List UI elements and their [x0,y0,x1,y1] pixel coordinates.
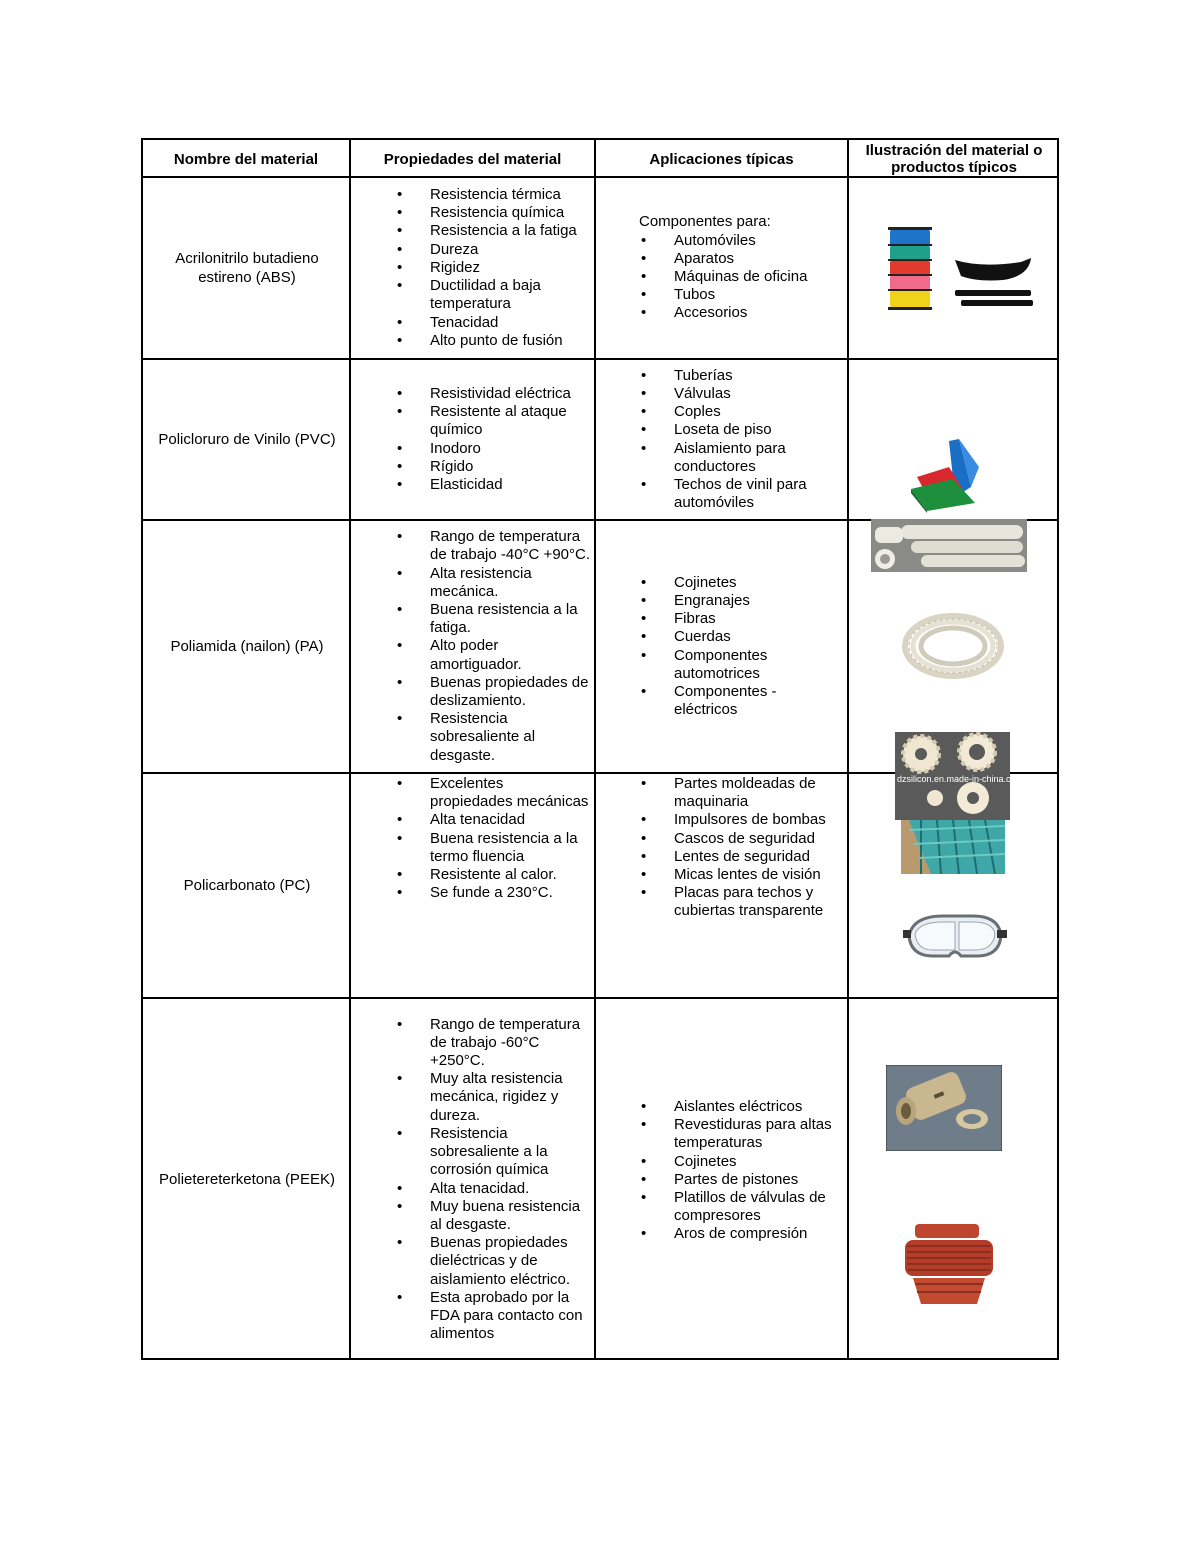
application-item: • Partes moldeadas de maquinaria [639,775,839,811]
property-item: • Alta tenacidad. [395,1180,590,1198]
properties-pc [395,774,590,925]
application-item: • Fibras [639,610,839,628]
red-bellows-image [899,1222,999,1308]
material-name-pvc: Policloruro de Vinilo (PVC) [158,431,336,448]
application-item: • Tubos [639,286,839,304]
application-item: • Cascos de seguridad [639,830,839,848]
image-watermark: dzsilicon.en.made-in-china.com [897,774,1024,784]
header-applications: Aplicaciones típicas [649,150,794,168]
property-item: • Resistencia térmica [395,186,590,204]
material-name-pa: Poliamida (nailon) (PA) [170,638,324,655]
properties-pvc [395,360,590,519]
properties-abs [395,178,590,358]
property-item: • Esta aprobado por la FDA para contacto con alimentos [395,1289,590,1344]
header-properties: Propiedades del material [383,150,562,168]
application-item: • Lentes de seguridad [639,848,839,866]
property-item: • Dureza [395,241,590,259]
property-item: • Rango de temperatura de trabajo -40°C +90°C. [395,528,590,564]
materials-table [141,138,1059,1360]
property-item: • Alto punto de fusión [395,332,590,350]
properties-pa [395,521,590,772]
applications-peek [639,999,839,1459]
applications-pvc [639,360,839,519]
black-molded-parts-image [951,252,1036,314]
safety-goggles-image [903,902,1007,972]
property-item: • Excelentes propiedades mecánicas [395,775,590,811]
application-item: • Accesorios [639,304,839,322]
application-item: • Coples [639,403,839,421]
application-item: • Placas para techos y cubiertas transparente [639,884,839,920]
application-item: • Aparatos [639,250,839,268]
application-item: • Aislamiento para conductores [639,440,839,476]
property-item: • Ductilidad a baja temperatura [395,277,590,313]
filament-spools-image [886,227,934,311]
nylon-rope-image [899,606,1007,684]
application-item: • Cojinetes [639,574,839,592]
application-item: • Cojinetes [639,1153,839,1171]
application-item: • Componentes automotrices [639,647,839,683]
property-item: • Tenacidad [395,314,590,332]
application-item: • Cuerdas [639,628,839,646]
property-item: • Alta tenacidad [395,811,590,829]
property-item: • Muy buena resistencia al desgaste. [395,1198,590,1234]
application-item: • Loseta de piso [639,421,839,439]
material-name-pc: Policarbonato (PC) [183,877,311,894]
property-item: • Rango de temperatura de trabajo -60°C +250°C. [395,1016,590,1071]
property-item: • Buena resistencia a la termo fluencia [395,830,590,866]
property-item: • Resistente al calor. [395,866,590,884]
column-divider [349,140,351,1358]
property-item: • Resistividad eléctrica [395,385,590,403]
column-divider [847,140,849,1358]
application-item: • Aros de compresión [639,1225,839,1243]
application-item: • Partes de pistones [639,1171,839,1189]
application-item: • Válvulas [639,385,839,403]
applications-pc [639,774,839,925]
polycarbonate-roof-image [901,820,1005,874]
pvc-sheets-image [909,437,995,513]
column-divider [594,140,596,1358]
property-item: • Muy alta resistencia mecánica, rigidez y dureza. [395,1070,590,1125]
application-item: • Revestiduras para altas temperaturas [639,1116,839,1152]
material-name-peek: Polietereterketona (PEEK) [159,1171,335,1188]
property-item: • Buenas propiedades dieléctricas y de aislamiento eléctrico. [395,1234,590,1289]
property-item: • Buenas propiedades de deslizamiento. [395,674,590,710]
properties-peek [395,999,590,1360]
property-item: • Alto poder amortiguador. [395,637,590,673]
property-item: • Elasticidad [395,476,590,494]
application-item: • Platillos de válvulas de compresores [639,1189,839,1225]
nylon-gears-image [895,732,1024,820]
application-item: • Componentes - eléctricos [639,683,839,719]
property-item: • Resistencia sobresaliente al desgaste. [395,710,590,765]
applications-pa [639,521,839,772]
property-item: • Resistencia química [395,204,590,222]
property-item: • Resistente al ataque químico [395,403,590,439]
header-illustration: Ilustración del material o productos típicos [865,142,1043,176]
application-item: • Tuberías [639,367,839,385]
property-item: • Rígido [395,458,590,476]
property-item: • Rigidez [395,259,590,277]
property-item: • Inodoro [395,440,590,458]
application-item: • Techos de vinil para automóviles [639,476,839,512]
header-name: Nombre del material [173,150,319,168]
application-item: • Automóviles [639,232,839,250]
applications-abs [639,178,839,358]
property-item: • Se funde a 230°C. [395,884,590,902]
property-item: • Buena resistencia a la fatiga. [395,601,590,637]
material-name-abs: Acrilonitrilo butadieno estireno (ABS) [175,250,319,286]
application-item: • Engranajes [639,592,839,610]
application-item: • Aislantes eléctricos [639,1098,839,1116]
application-item: • Máquinas de oficina [639,268,839,286]
pvc-pipes-image [871,519,1027,572]
property-item: • Resistencia a la fatiga [395,222,590,240]
peek-bushing-image [886,1065,1002,1151]
application-item: • Impulsores de bombas [639,811,839,829]
applications-intro: Componentes para: [639,213,771,231]
property-item: • Resistencia sobresaliente a la corrosión química [395,1125,590,1180]
application-item: • Micas lentes de visión [639,866,839,884]
property-item: • Alta resistencia mecánica. [395,565,590,601]
